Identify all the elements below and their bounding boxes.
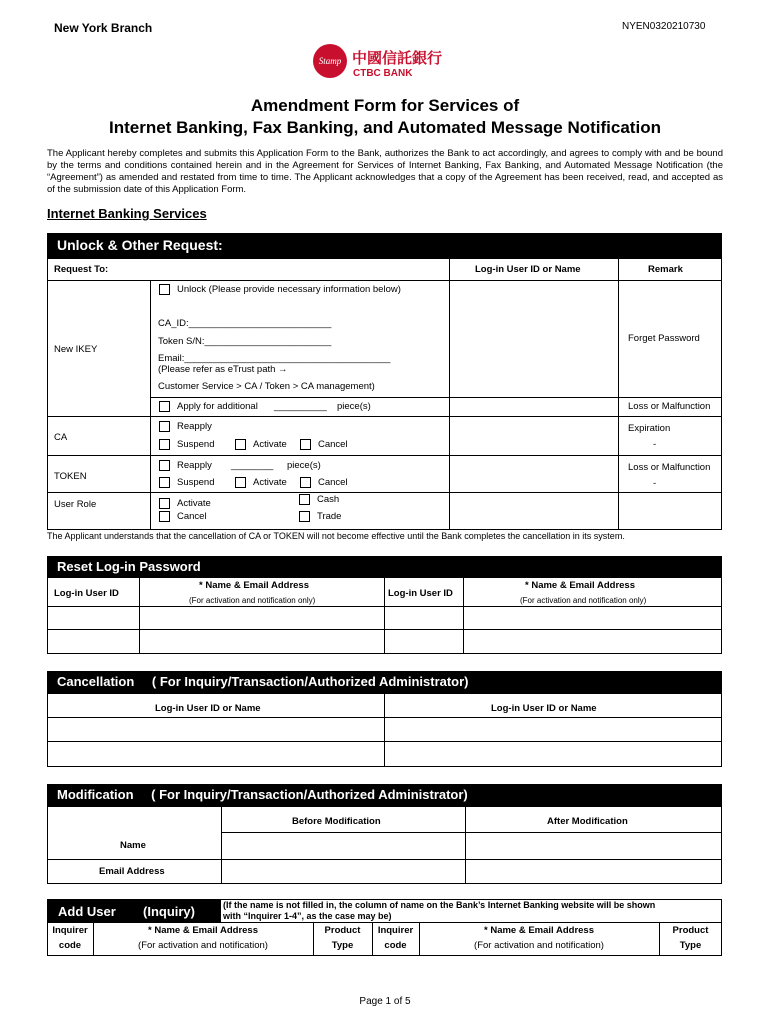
add-col-inquirer-2: Inquirer [377, 925, 414, 936]
logo-chinese-text: 中國信託銀行 [352, 49, 443, 67]
role-cash-checkbox[interactable] [299, 494, 310, 505]
role-cancel-label: Cancel [177, 511, 207, 522]
token-suspend-label: Suspend [177, 477, 215, 488]
ca-reapply-label: Reapply [177, 421, 212, 432]
unlock-checkbox[interactable] [159, 284, 170, 295]
mod-col-before: Before Modification [292, 816, 381, 827]
col-login-id: Log-in User ID or Name [475, 264, 581, 275]
mod-row-name: Name [120, 840, 146, 851]
role-cancel-checkbox[interactable] [159, 511, 170, 522]
ca-suspend-checkbox[interactable] [159, 439, 170, 450]
role-activate-checkbox[interactable] [159, 498, 170, 509]
add-user-title: Add User [58, 904, 116, 919]
cancel-col-login-1: Log-in User ID or Name [155, 703, 261, 714]
modification-subtitle: ( For Inquiry/Transaction/Authorized Administrator) [151, 787, 468, 802]
modification-title: Modification [57, 787, 134, 802]
token-sn-field[interactable]: Token S/N:________________________ [158, 336, 332, 347]
unlock-table [47, 258, 722, 530]
token-cancel-label: Cancel [318, 477, 348, 488]
cancellation-effect-note: The Applicant understands that the cancellation of CA or TOKEN will not become effective until the Bank completes the cancellation in its system. [47, 531, 625, 541]
cancellation-section-header [47, 671, 722, 693]
reset-note-1: (For activation and notification only) [189, 596, 316, 605]
cancel-col-login-2: Log-in User ID or Name [491, 703, 597, 714]
section-title: Internet Banking Services [47, 206, 207, 221]
remark-loss-2: Loss or Malfunction [628, 462, 711, 473]
apply-additional-label: Apply for additional [177, 401, 258, 412]
remark-expiration: Expiration [628, 423, 671, 434]
apply-additional-checkbox[interactable] [159, 401, 170, 412]
reset-col-name-2: * Name & Email Address [525, 580, 635, 591]
form-title-line2: Internet Banking, Fax Banking, and Automated Message Notification [109, 118, 661, 137]
add-col-inquirer-1: Inquirer [52, 925, 88, 936]
modification-section-header [47, 784, 722, 806]
token-pieces-label: piece(s) [287, 460, 321, 471]
add-col-inquirer-1b: code [58, 940, 82, 951]
add-col-product-2b: Type [679, 940, 702, 951]
apply-pieces-label: piece(s) [337, 401, 371, 412]
remark-dash-1: - [653, 439, 657, 450]
role-activate-label: Activate [177, 498, 211, 509]
token-activate-checkbox[interactable] [235, 477, 246, 488]
row-ca: CA [54, 432, 68, 443]
remark-dash-2: - [653, 478, 657, 489]
logo-english-text: CTBC BANK [353, 68, 413, 79]
cancellation-subtitle: ( For Inquiry/Transaction/Authorized Administrator) [151, 674, 469, 689]
form-title-line1: Amendment Form for Services of [250, 96, 520, 115]
ca-id-field[interactable]: CA_ID:___________________________ [158, 318, 332, 329]
ca-cancel-checkbox[interactable] [300, 439, 311, 450]
ca-cancel-label: Cancel [318, 439, 348, 450]
add-user-note-line1: (If the name is not filled in, the column of name on the Bank’s Internet Banking website will be shown [223, 900, 656, 910]
remark-forget-password: Forget Password [628, 333, 700, 344]
token-reapply-checkbox[interactable] [159, 460, 170, 471]
add-col-activation-2: (For activation and notification) [474, 940, 604, 951]
unlock-section-header: Unlock & Other Request: [47, 233, 722, 258]
cancellation-title: Cancellation [57, 674, 135, 689]
add-col-product-2: Product [672, 925, 709, 936]
ca-activate-label: Activate [253, 439, 287, 450]
role-cash-label: Cash [317, 494, 340, 505]
col-request-to: Request To: [54, 264, 109, 275]
row-token: TOKEN [54, 471, 87, 482]
mod-col-after: After Modification [547, 816, 628, 827]
token-suspend-checkbox[interactable] [159, 477, 170, 488]
role-trade-label: Trade [317, 511, 342, 522]
document-code: NYEN0320210730 [622, 21, 706, 32]
reset-col-login-2: Log-in User ID [388, 588, 453, 599]
add-col-activation-1: (For activation and notification) [138, 940, 268, 951]
mod-row-email: Email Address [99, 866, 165, 877]
add-col-product-1: Product [324, 925, 361, 936]
ctbc-logo [312, 42, 462, 82]
role-trade-checkbox[interactable] [299, 511, 310, 522]
reset-col-name-1: * Name & Email Address [199, 580, 309, 591]
ca-suspend-label: Suspend [177, 439, 215, 450]
remark-loss-1: Loss or Malfunction [628, 401, 711, 412]
apply-quantity-blank[interactable]: __________ [274, 401, 327, 412]
add-col-product-1b: Type [331, 940, 354, 951]
ca-activate-checkbox[interactable] [235, 439, 246, 450]
token-quantity-blank[interactable]: ________ [231, 460, 274, 471]
token-cancel-checkbox[interactable] [300, 477, 311, 488]
add-col-name-2: * Name & Email Address [484, 925, 594, 936]
token-activate-label: Activate [253, 477, 287, 488]
email-field[interactable]: Email:_______________________________________ [158, 353, 391, 364]
reset-col-login-1: Log-in User ID [54, 588, 119, 599]
intro-paragraph: The Applicant hereby completes and submits this Application Form to the Bank, authorizes the Bank to act accordingly, and agrees to comply with and be bound by the terms and conditions contained herein and in the Agreement for Services of Internet Banking, Fax Banking, and Automated Message Notification (the “Agreement”) as amended and restated from time to time. The Applicant acknowledges that a copy of the Agreement has been received, read, and accepted as of the submission date of this Application Form. [47, 148, 723, 195]
token-reapply-label: Reapply [177, 460, 212, 471]
add-user-note-line2: with “Inquirer 1-4”, as the case may be) [223, 911, 392, 921]
add-user-subtitle: (Inquiry) [143, 904, 195, 919]
reset-note-2: (For activation and notification only) [520, 596, 647, 605]
page-number: Page 1 of 5 [359, 996, 411, 1007]
ca-reapply-checkbox[interactable] [159, 421, 170, 432]
row-user-role: User Role [54, 499, 97, 510]
add-col-inquirer-2b: code [384, 940, 407, 951]
row-new-ikey: New IKEY [54, 344, 98, 355]
branch-name: New York Branch [54, 21, 153, 35]
logo-script-text: Stamp [318, 56, 342, 66]
col-remark: Remark [648, 264, 683, 275]
unlock-option-label: Unlock (Please provide necessary information below) [177, 284, 401, 295]
etrust-path-note: (Please refer as eTrust path → [158, 364, 288, 375]
reset-section-header: Reset Log-in Password [47, 556, 722, 577]
customer-service-path: Customer Service > CA / Token > CA management) [158, 381, 375, 392]
add-col-name-1: * Name & Email Address [148, 925, 258, 936]
